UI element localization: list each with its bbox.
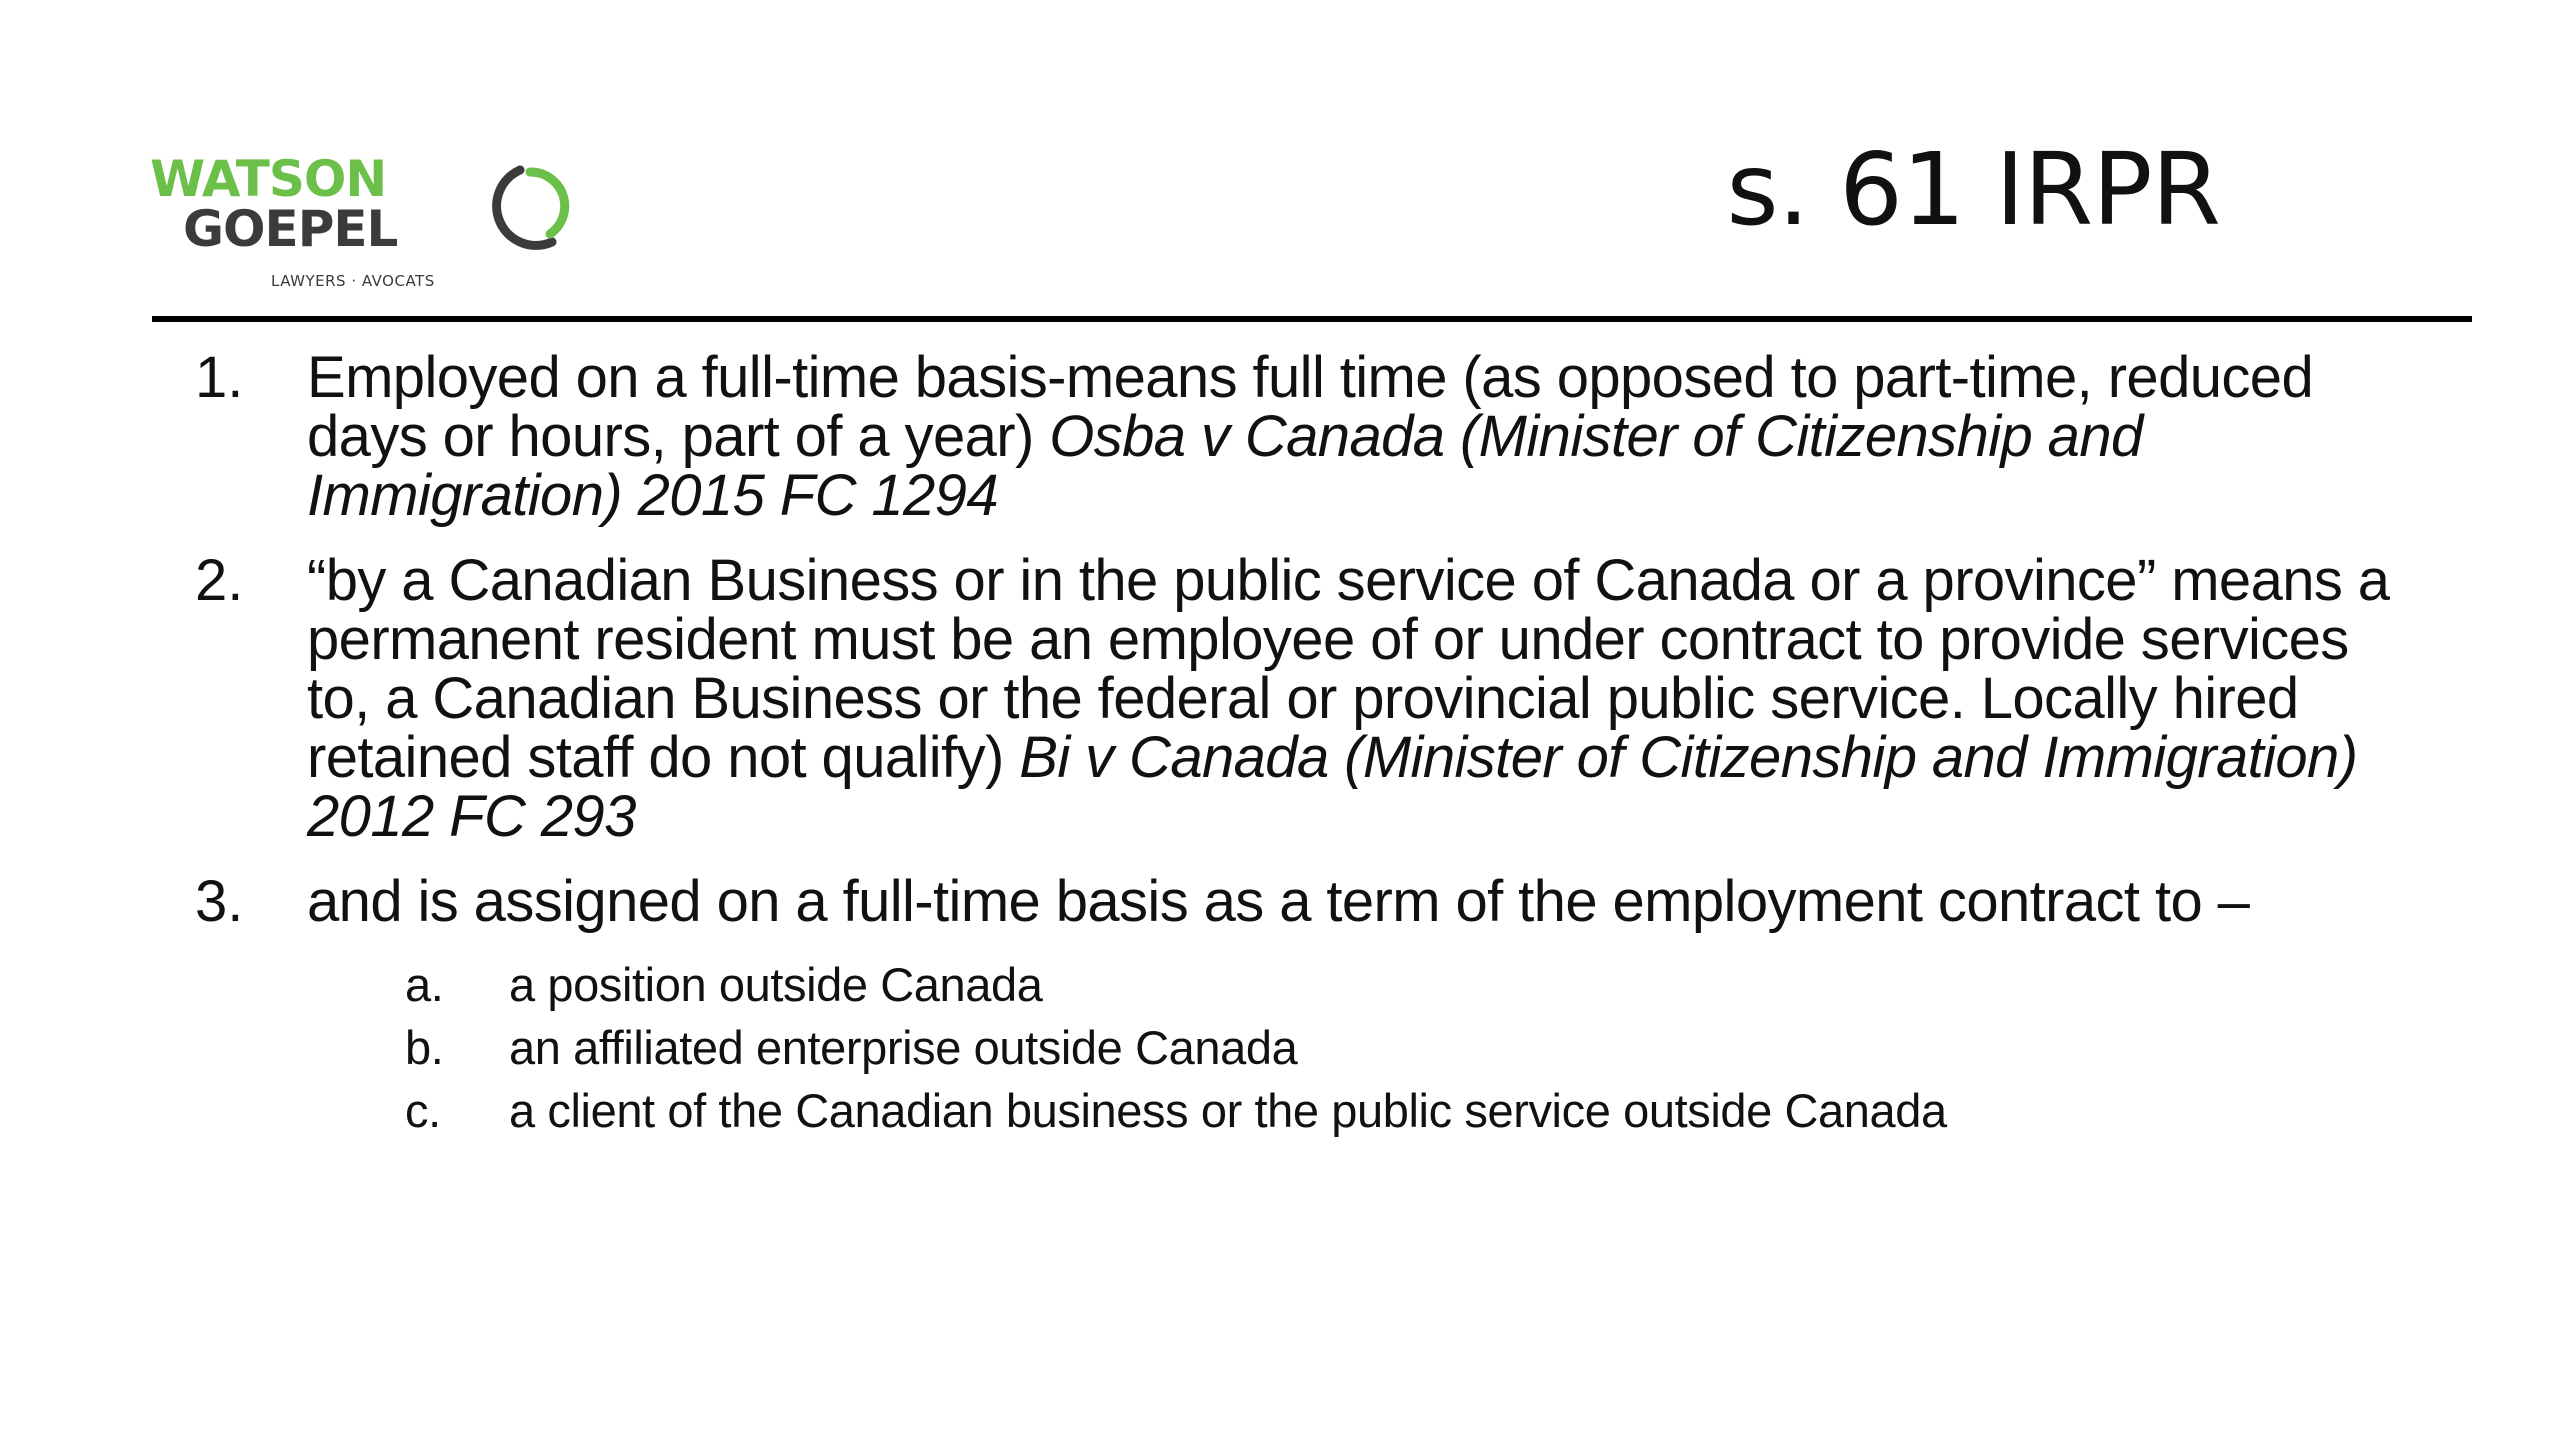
list-item-number: 3. [195, 869, 244, 934]
list-item-number: 2. [195, 548, 244, 613]
list-item-2 [195, 548, 2405, 849]
sub-list-item-c [405, 1079, 2405, 1142]
list-item-text [307, 869, 2405, 1142]
sub-list-text: a position outside Canada [509, 958, 1043, 1011]
logo-tagline: LAWYERS · AVOCATS [271, 272, 435, 290]
watson-goepel-logo-graphic [150, 150, 590, 300]
sub-list-letter: b. [405, 1021, 444, 1074]
company-logo [150, 150, 590, 300]
case-citation: Osba v Canada (Minister of Citizenship and Immigration) 2015 FC 1294 [307, 404, 2143, 528]
list-item-text [307, 548, 2405, 849]
list-item-3 [195, 869, 2405, 1142]
logo-ring-dark [497, 170, 552, 245]
sub-list-text: an affiliated enterprise outside Canada [509, 1021, 1298, 1074]
header-divider [152, 316, 2472, 322]
logo-line-1: WATSON [150, 150, 387, 208]
item-body: Employed on a full-time basis-means full time (as opposed to part-time, reduced days or hours, part of a year) [307, 345, 2314, 469]
sub-list-letter: c. [405, 1084, 441, 1137]
slide-title: s. 61 IRPR [1726, 131, 2220, 248]
item-body: “by a Canadian Business or in the public service of Canada or a province” means a permanent resident must be an employee of or under contract to provide services to, a Canadian Business or the federal or provincial public service. Locally hired retained staff do not qualify) [307, 548, 2390, 790]
slide-content [195, 345, 2405, 1168]
sub-list-letter: a. [405, 958, 444, 1011]
item-body: and is assigned on a full-time basis as a term of the employment contract to – [307, 869, 2250, 934]
sub-list-item-b [405, 1016, 2405, 1079]
sub-list-item-a [405, 953, 2405, 1016]
sub-list [405, 953, 2405, 1142]
list-item-number: 1. [195, 345, 244, 410]
logo-line-2: GOEPEL [183, 200, 398, 258]
list-item-text [307, 345, 2405, 528]
logo-ring-green [530, 172, 565, 234]
case-citation: Bi v Canada (Minister of Citizenship and Immigration) 2012 FC 293 [307, 725, 2358, 849]
list-item-1 [195, 345, 2405, 528]
sub-list-text: a client of the Canadian business or the public service outside Canada [509, 1084, 1947, 1137]
